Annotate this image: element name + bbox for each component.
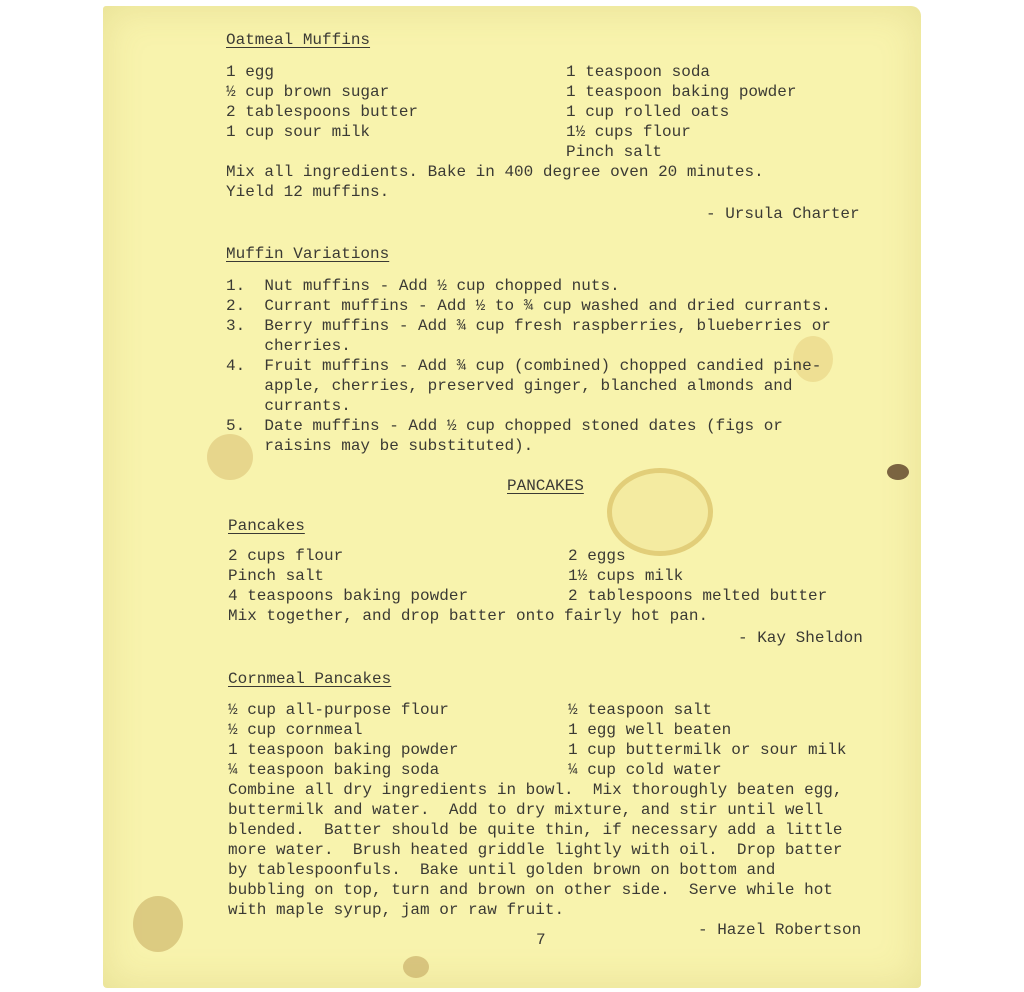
variation-line: apple, cherries, preserved ginger, blanched almonds and xyxy=(226,377,793,395)
stain xyxy=(403,956,429,978)
stain xyxy=(887,464,909,480)
pancakes-ingredient: 2 tablespoons melted butter xyxy=(568,587,828,605)
cornmeal-author: - Hazel Robertson xyxy=(698,921,862,939)
oatmeal-method: Mix all ingredients. Bake in 400 degree oven 20 minutes. xyxy=(226,163,764,181)
oatmeal-method: Yield 12 muffins. xyxy=(226,183,390,201)
variation-line: 2. Currant muffins - Add ½ to ¾ cup washed and dried currants. xyxy=(226,297,831,315)
oatmeal-ingredient: 1 cup sour milk xyxy=(226,123,371,141)
cornmeal-title: Cornmeal Pancakes xyxy=(228,670,392,688)
cornmeal-ingredient: 1 cup buttermilk or sour milk xyxy=(568,741,847,759)
oatmeal-author: - Ursula Charter xyxy=(706,205,860,223)
oatmeal-ingredient: 2 tablespoons butter xyxy=(226,103,419,121)
oatmeal-ingredient: 1 cup rolled oats xyxy=(566,103,730,121)
variation-line: 3. Berry muffins - Add ¾ cup fresh raspberries, blueberries or xyxy=(226,317,831,335)
cornmeal-ingredient: ¼ cup cold water xyxy=(568,761,722,779)
oatmeal-ingredient: 1 teaspoon baking powder xyxy=(566,83,797,101)
cornmeal-method: Combine all dry ingredients in bowl. Mix thoroughly beaten egg, xyxy=(228,781,843,799)
cornmeal-method: bubbling on top, turn and brown on other side. Serve while hot xyxy=(228,881,833,899)
pancakes-author: - Kay Sheldon xyxy=(738,629,863,647)
variation-line: 4. Fruit muffins - Add ¾ cup (combined) chopped candied pine- xyxy=(226,357,822,375)
oatmeal-title: Oatmeal Muffins xyxy=(226,31,371,49)
cornmeal-method: more water. Brush heated griddle lightly with oil. Drop batter xyxy=(228,841,843,859)
pancakes-title: Pancakes xyxy=(228,517,305,535)
stain xyxy=(133,896,183,952)
variation-line: 5. Date muffins - Add ½ cup chopped stoned dates (figs or xyxy=(226,417,783,435)
stain xyxy=(607,468,713,556)
oatmeal-ingredient: ½ cup brown sugar xyxy=(226,83,390,101)
cornmeal-ingredient: ¼ teaspoon baking soda xyxy=(228,761,440,779)
cornmeal-method: with maple syrup, jam or raw fruit. xyxy=(228,901,565,919)
cornmeal-ingredient: ½ cup all-purpose flour xyxy=(228,701,449,719)
variation-line: cherries. xyxy=(226,337,351,355)
pancakes-ingredient: 4 teaspoons baking powder xyxy=(228,587,469,605)
page-number: 7 xyxy=(536,931,546,949)
cornmeal-method: buttermilk and water. Add to dry mixture, and stir until well xyxy=(228,801,824,819)
cornmeal-ingredient: 1 egg well beaten xyxy=(568,721,732,739)
pancakes-ingredient: 1½ cups milk xyxy=(568,567,684,585)
oatmeal-ingredient: 1 egg xyxy=(226,63,275,81)
cornmeal-ingredient: ½ cup cornmeal xyxy=(228,721,363,739)
cornmeal-method: blended. Batter should be quite thin, if necessary add a little xyxy=(228,821,843,839)
oatmeal-ingredient: 1½ cups flour xyxy=(566,123,691,141)
pancakes-method: Mix together, and drop batter onto fairly hot pan. xyxy=(228,607,709,625)
variations-title: Muffin Variations xyxy=(226,245,390,263)
oatmeal-ingredient: Pinch salt xyxy=(566,143,663,161)
variation-line: 1. Nut muffins - Add ½ cup chopped nuts. xyxy=(226,277,620,295)
section-heading: PANCAKES xyxy=(507,477,584,495)
pancakes-ingredient: 2 eggs xyxy=(568,547,626,565)
pancakes-ingredient: 2 cups flour xyxy=(228,547,344,565)
cornmeal-ingredient: ½ teaspoon salt xyxy=(568,701,713,719)
pancakes-ingredient: Pinch salt xyxy=(228,567,325,585)
cornmeal-ingredient: 1 teaspoon baking powder xyxy=(228,741,459,759)
variation-line: raisins may be substituted). xyxy=(226,437,534,455)
cornmeal-method: by tablespoonfuls. Bake until golden brown on bottom and xyxy=(228,861,776,879)
variation-line: currants. xyxy=(226,397,351,415)
oatmeal-ingredient: 1 teaspoon soda xyxy=(566,63,711,81)
